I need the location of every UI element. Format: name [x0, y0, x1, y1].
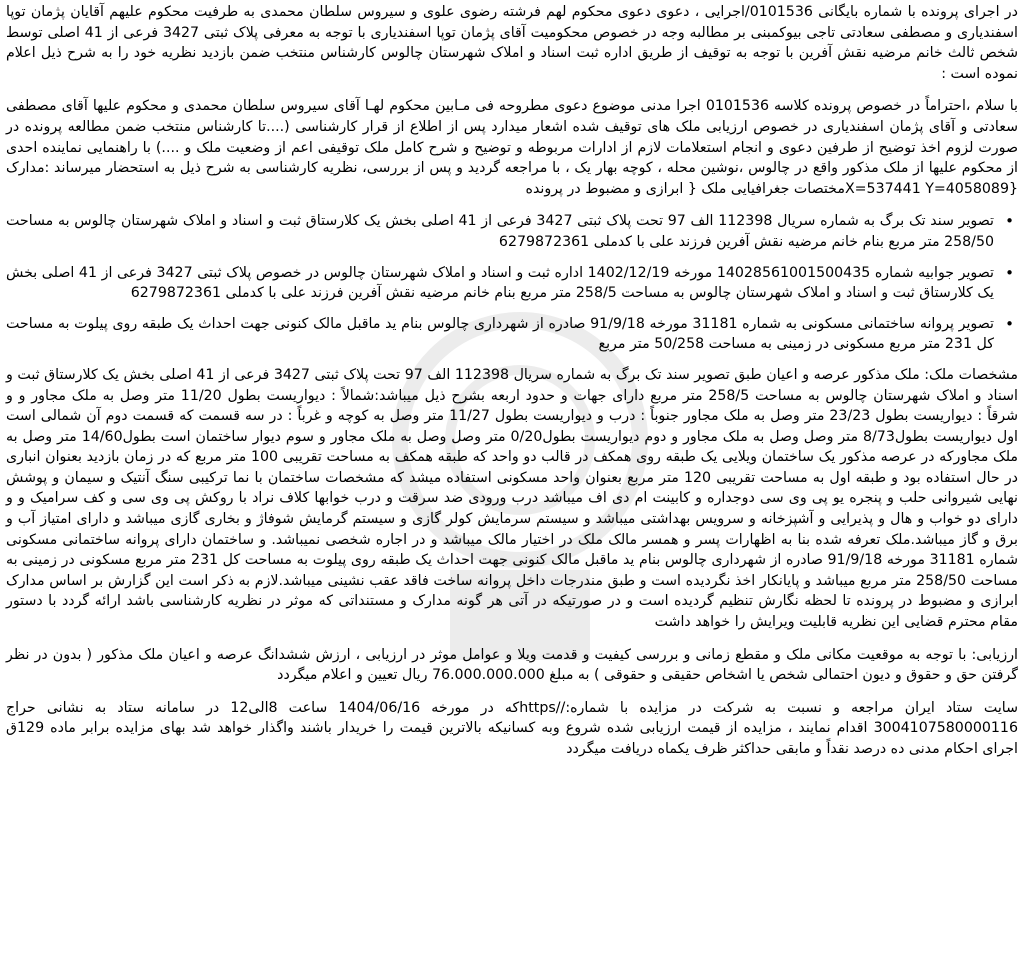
valuation-paragraph: ارزیابی: با توجه به موقعیت مکانی ملک و مقطع زمانی و بررسی کیفیت و قدمت ویلا و عوامل موثر در ارزیابی ، ارزش ششدانگ عرصه و اعیان ملک مذکور ( بدون در نظر گرفتن حق و حقوق و دیون احتمالی شخص یا اشخاص حقیقی و حقوقی ) به مبلغ 76.000.000.000 ریال تعیین و اعلام میگردد: [6, 646, 1018, 684]
document-item-registry-reply: • تصویر جوابیه شماره 14028561001500435 مورخه 1402/12/19 اداره ثبت و اسناد و املاک شهرستان چالوس در خصوص پلاک ثبتی 3427 فرعی از 41 اصلی بخش یک کلارستاق ثبت و اسناد و املاک شهرستان چالوس به مساحت 258/5 متر مربع بنام خانم مرضیه نقش آفرین فرزند علی با کدملی 6279872361: [6, 263, 994, 304]
auction-instructions-paragraph: سایت ستاد ایران مراجعه و نسبت به شرکت در مزایده با شماره://httpsکه در مورخه 1404/06/16 ساعت 8الی12 در سامانه ستاد به نشانی حراج 3004107580000116 اقدام نمایند ، مزایده از قیمت ارزیابی شده شروع وبه کسانیکه بالاترین قیمت را خریدار باشند واگذار خواهد شد بهای مزایده برابر ماده 129ق اجرای احکام مدنی ده درصد نقداً و مابقی حداکثر ظرف یکماه دریافت میگردد: [6, 699, 1018, 757]
property-specifications-paragraph: مشخصات ملک: ملک مذکور عرصه و اعیان طبق تصویر سند تک برگ به شماره سریال 112398 الف 97 تحت پلاک ثبتی 3427 فرعی از 41 اصلی بخش یک کلارستاق ثبت و اسناد و املاک شهرستان چالوس به مساحت 258/5 متر مربع دارای جهات و حدود اربعه بشرح ذیل میباشد:شمالاً : دیواریست بطول 11/20 متر وصل به ملک مجاور و و شرقاً : دیواریست بطول 23/23 متر وصل به ملک مجاور جنوباً : درب و دیواریست بطول 11/27 متر وصل به کوچه و غرباً : در سه قسمت که قسمت دوم آن شمالی است اول دیواریست بطول8/73 متر وصل وصل به ملک مجاور و دوم دیواریست بطول0/20 متر وصل وصل به ملک مجاور و سوم دیوار ساختمان است بطول14/60 متر وصل به ملک مجاورکه در عرصه مذکور یک ساختمان ویلایی یک طبقه روی همکف در قالب دو واحد که طبقه همکف به مساحت تقریبی 100 متر مربع که در زمان بازدید بعنوان انباری در حال استفاده بود و طبقه اول به مساحت تقریبی 120 متر مربع بعنوان واحد مسکونی استفاده میشد که مشخصات ساختمان با نما ترکیبی سنگ آنتیک و سیمان و پوشش نهایی شیروانی حلب و پنجره یو پی وی سی دوجداره و کابینت ام دی اف میباشد درب ورودی ضد سرقت و درب خوابها کلاف نراد با روکش پی وی سی و کف سرامیک و و دارای دو خواب و هال و پذیرایی و آشپزخانه و سرویس بهداشتی میباشد و سیستم سرمایش کولر گازی و سیستم گرمایش شوفاژ و بخاری گازی میباشد و دارای امتیاز آب و برق و گاز میباشد.ملک تعرفه شده بنا به اظهارات پسر و همسر مالک ملک در اختیار مالک میباشد و در اجاره شخصی نمیباشد. و ساختمان دارای پروانه ساختمانی مسکونی شماره 31181 مورخه 91/9/18 صادره از شهرداری چالوس بنام ید ماقبل مالک کنونی جهت احداث یک طبقه روی پیلوت به مساحت کل 231 متر مربع مسکونی در زمینی به مساحت 258/50 متر مربع میباشد و پایانکار اخذ نگردیده است و طبق مندرجات داخل پروانه ساخت فاقد عقب نشینی میباشد.لازم به ذکر است این گزارش بر اساس مدارک ابرازی و مضبوط در پرونده تا لحظه نگارش تنظیم گردیده است و در صورتیکه در آتی هر گونه مدارک و مستنداتی که موثر در نظریه کارشناسی باشد ارائه گردد با دستور مقام محترم قضایی این نظریه قابلیت ویرایش را خواهد داشت: [6, 366, 1019, 631]
document-item-building-permit: • تصویر پروانه ساختمانی مسکونی به شماره 31181 مورخه 91/9/18 صادره از شهرداری چالوس بنام ید ماقبل مالک کنونی جهت احداث یک طبقه روی پیلوت به مساحت کل 231 متر مربع مسکونی در زمینی به مساحت 50/258 متر مربع: [6, 314, 994, 355]
intro-paragraph: در اجرای پرونده با شماره بایگانی 0101536/اجرایی ، دعوی دعوی محکوم لهم فرشته رضوی علوی و سیروس سلطان محمدی به طرفیت محکوم علیهم آقایان پژمان توپا اسفندیاری و مصطفی سعادتی تاجی بیوکمبنی بر مطالبه وجه در خصوص محکومیت آقای پژمان توپا اسفندیاری با توجه به معرفی پلاک ثبتی 3427 فرعی از 41 اصلی توسط شخص ثالث خانم مرضیه نقش آفرین با توجه به توقیف از طریق اداره ثبت اسناد و املاک شهرستان چالوس کارشناس منتخب ضمن بازدید نظریه خود را به شرح ذیل اعلام نموده است :: [6, 4, 1018, 82]
document-item-title-deed: • تصویر سند تک برگ به شماره سریال 112398 الف 97 تحت پلاک ثبتی 3427 فرعی از 41 اصلی بخش یک کلارستاق ثبت و اسناد و املاک شهرستان چالوس به مساحت 258/50 متر مربع بنام خانم مرضیه نقش آفرین فرزند علی با کدملی 6279872361: [6, 211, 994, 252]
documents-list: [6, 211, 1018, 355]
greeting-paragraph: با سلام ،احتراماً در خصوص پرونده کلاسه 0101536 اجرا مدنی موضوع دعوی مطروحه فی مـابین محکوم لهـا آقای سیروس سلطان محمدی و محکوم علیها آقای مصطفی سعادتی و آقای پژمان اسفندیاری در خصوص ارزیابی ملک های توقیف شده اشعار میدارد پس از اطلاع از قرار کارشناسی (....تا کارشناس منتخب ضمن مطالعه پرونده در صورت لزوم اخذ توضیح از طرفین دعوی و انجام استعلامات لازم از ادارات مربوطه و توضیح و شرح کامل ملک توقیفی اعم از وضعیت ملک و ....) با راهنمایی نماینده احدی از محکوم علیها از ملک مذکور واقع در چالوس ،نوشین محله ، کوچه بهار یک ، با مراجعه گردید و پس از بررسی، نظریه کارشناسی به شرح ذیل به استحضار میرساند :مدارک {X=537441 Y=4058089مختصات جغرافیایی ملک { ابرازی و مضبوط در پرونده: [6, 98, 1018, 197]
